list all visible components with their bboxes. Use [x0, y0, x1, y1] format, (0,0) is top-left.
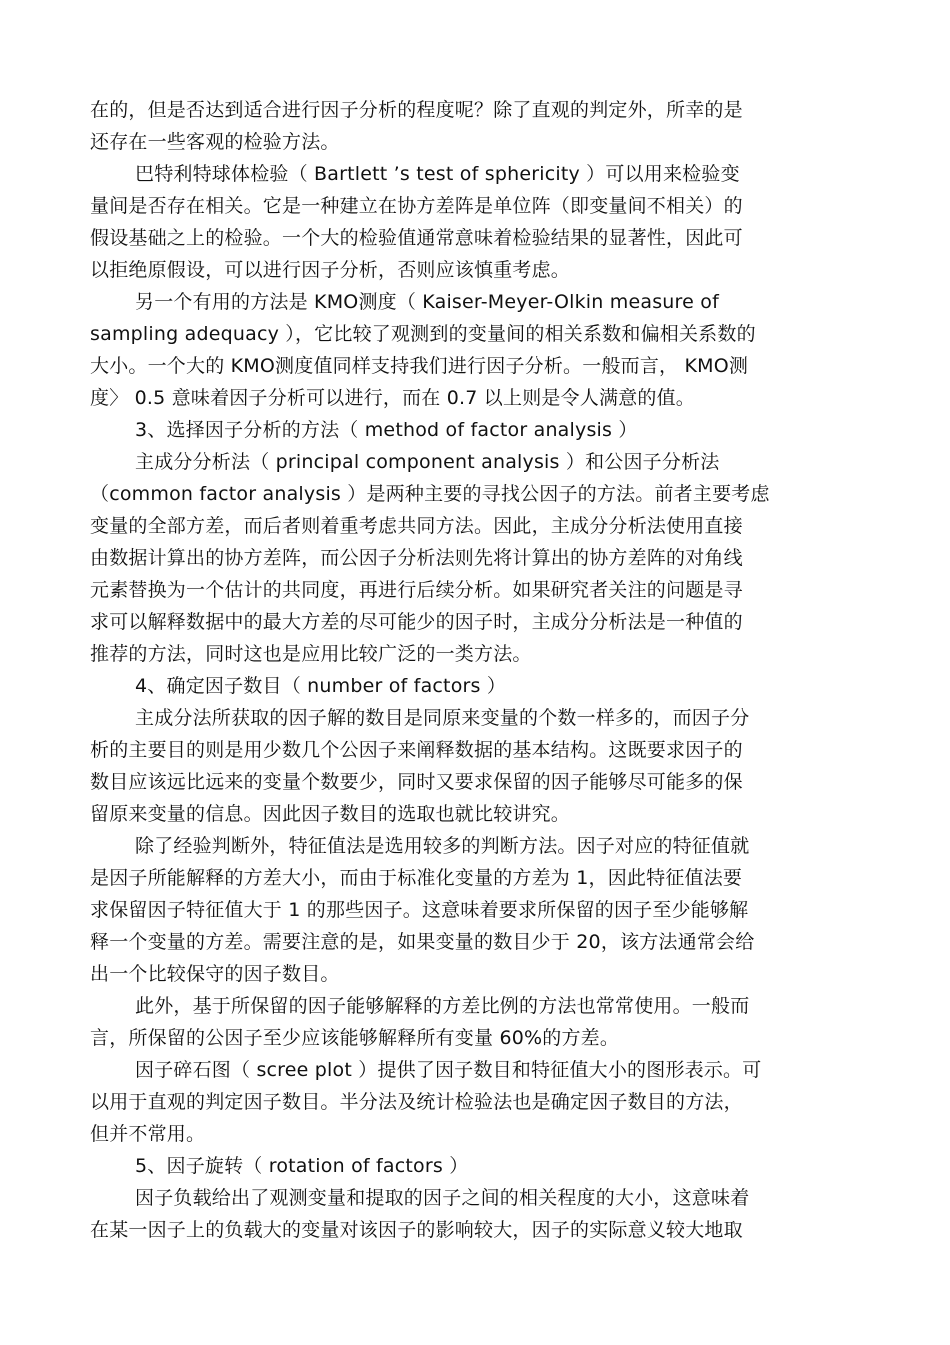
- text-line: 推荐的方法，同时这也是应用比较广泛的一类方法。: [90, 643, 532, 665]
- text-line: 此外，基于所保留的因子能够解释的方差比例的方法也常常使用。一般而: [135, 995, 750, 1017]
- text-line: 除了经验判断外，特征值法是选用较多的判断方法。因子对应的特征值就: [135, 835, 750, 857]
- text-line: 释一个变量的方差。需要注意的是，如果变量的数目少于 20，该方法通常会给: [90, 931, 755, 953]
- text-line: 变量的全部方差，而后者则着重考虑共同方法。因此，主成分分析法使用直接: [90, 515, 743, 537]
- section-heading: 3、选择因子分析的方法（ method of factor analysis ）: [135, 419, 638, 441]
- text-line: 因子负载给出了观测变量和提取的因子之间的相关程度的大小，这意味着: [135, 1187, 750, 1209]
- text-line: 量间是否存在相关。它是一种建立在协方差阵是单位阵（即变量间不相关）的: [90, 195, 743, 217]
- text-line: 巴特利特球体检验（ Bartlett ’s test of sphericity ）可以用来检验变: [135, 163, 740, 185]
- text-line: 度〉 0.5 意味着因子分析可以进行，而在 0.7 以上则是令人满意的值。: [90, 387, 695, 409]
- text-line: 出一个比较保守的因子数目。: [90, 963, 340, 985]
- text-line: sampling adequacy ），它比较了观测到的变量间的相关系数和偏相关系数的: [90, 323, 756, 345]
- text-line: 假设基础之上的检验。一个大的检验值通常意味着检验结果的显著性，因此可: [90, 227, 743, 249]
- text-line: 大小。一个大的 KMO测度值同样支持我们进行因子分析。一般而言， KMO测: [90, 355, 749, 377]
- text-line: 但并不常用。: [90, 1123, 206, 1145]
- text-line: 以用于直观的判定因子数目。半分法及统计检验法也是确定因子数目的方法，: [90, 1091, 743, 1113]
- text-line: 析的主要目的则是用少数几个公因子来阐释数据的基本结构。这既要求因子的: [90, 739, 743, 761]
- text-line: 主成分分析法（ principal component analysis ）和公因子分析法: [135, 451, 720, 473]
- text-line: 由数据计算出的协方差阵，而公因子分析法则先将计算出的协方差阵的对角线: [90, 547, 743, 569]
- text-line: （common factor analysis ）是两种主要的寻找公因子的方法。前者主要考虑: [90, 483, 770, 505]
- section-heading: 4、确定因子数目（ number of factors ）: [135, 675, 507, 697]
- text-line: 另一个有用的方法是 KMO测度（ Kaiser-Meyer-Olkin measure of: [135, 291, 719, 313]
- text-line: 因子碎石图（ scree plot ）提供了因子数目和特征值大小的图形表示。可: [135, 1059, 762, 1081]
- text-line: 求可以解释数据中的最大方差的尽可能少的因子时，主成分分析法是一种值的: [90, 611, 743, 633]
- text-line: 数目应该远比远来的变量个数要少，同时又要求保留的因子能够尽可能多的保: [90, 771, 743, 793]
- text-line: 元素替换为一个估计的共同度，再进行后续分析。如果研究者关注的问题是寻: [90, 579, 743, 601]
- text-line: 在某一因子上的负载大的变量对该因子的影响较大，因子的实际意义较大地取: [90, 1219, 743, 1241]
- text-line: 在的，但是否达到适合进行因子分析的程度呢？除了直观的判定外，所幸的是: [90, 99, 743, 121]
- section-heading: 5、因子旋转（ rotation of factors ）: [135, 1155, 469, 1177]
- text-line: 是因子所能解释的方差大小，而由于标准化变量的方差为 1，因此特征值法要: [90, 867, 743, 889]
- text-line: 主成分法所获取的因子解的数目是同原来变量的个数一样多的，而因子分: [135, 707, 750, 729]
- text-line: 言，所保留的公因子至少应该能够解释所有变量 60%的方差。: [90, 1027, 620, 1049]
- text-line: 以拒绝原假设，可以进行因子分析，否则应该慎重考虑。: [90, 259, 571, 281]
- text-line: 还存在一些客观的检验方法。: [90, 131, 340, 153]
- text-line: 留原来变量的信息。因此因子数目的选取也就比较讲究。: [90, 803, 571, 825]
- text-line: 求保留因子特征值大于 1 的那些因子。这意味着要求所保留的因子至少能够解: [90, 899, 749, 921]
